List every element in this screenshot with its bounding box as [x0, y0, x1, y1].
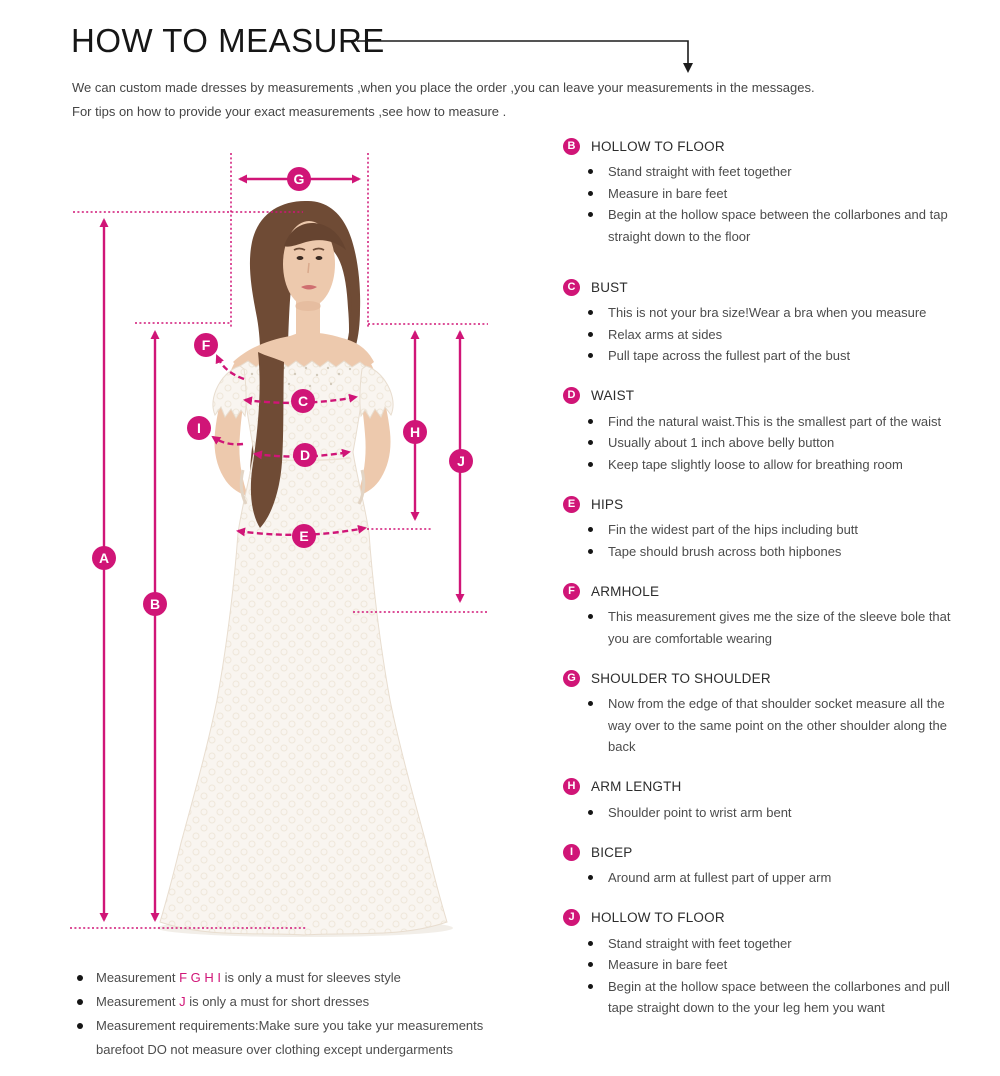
marker-letter: C	[297, 393, 309, 409]
bullet-item	[563, 454, 993, 476]
bullet-text: Relax arms at sides	[608, 326, 723, 342]
section-title: ARM LENGTH	[591, 779, 682, 794]
bullet-item	[563, 302, 993, 324]
bullet-item	[563, 606, 993, 649]
bullet-text: Measure in bare feet	[608, 185, 728, 201]
marker-letter: B	[149, 596, 161, 612]
bullet-item	[563, 161, 993, 183]
section-bullet-list	[563, 411, 993, 476]
section-letter-badge: G	[563, 670, 580, 687]
section-letter-badge: H	[563, 778, 580, 795]
marker-letter: E	[299, 528, 309, 544]
intro-line-2: For tips on how to provide your exact measurements ,see how to measure .	[72, 104, 507, 119]
bullet-text: Stand straight with feet together	[608, 935, 792, 951]
section-c	[563, 278, 993, 367]
intro-line-1: We can custom made dresses by measurements ,when you place the order ,you can leave your measurements in the messages.	[72, 80, 815, 95]
section-i	[563, 843, 993, 889]
bullet-dot	[77, 975, 83, 981]
diagram-marker-j	[449, 449, 473, 473]
title-pointer-arrow	[348, 28, 708, 78]
bullet-text: Pull tape across the fullest part of the bust	[608, 348, 851, 363]
section-h	[563, 778, 993, 824]
section-header	[563, 669, 993, 687]
bullet-item	[563, 519, 993, 541]
measurement-sections	[563, 137, 993, 1039]
section-header	[563, 495, 993, 513]
bullet-item	[563, 693, 993, 758]
bullet-dot	[588, 549, 593, 554]
diagram-marker-g	[287, 167, 311, 191]
note-text	[96, 1014, 514, 1062]
note-text	[96, 990, 514, 1014]
bullet-dot	[588, 169, 593, 174]
bullet-dot	[588, 875, 593, 880]
diagram-marker-c	[291, 389, 315, 413]
section-bullet-list	[563, 302, 993, 367]
diagram-marker-e	[292, 524, 316, 548]
bullet-text: This is not your bra size!Wear a bra when you measure	[608, 305, 927, 320]
section-title: ARMHOLE	[591, 583, 660, 599]
bullet-dot	[588, 462, 593, 467]
section-bullet-list	[563, 161, 993, 247]
bullet-item	[563, 411, 993, 433]
section-bullet-list	[563, 867, 993, 889]
section-bullet-list	[563, 802, 993, 824]
section-letter-badge: B	[563, 138, 580, 155]
bullet-text: Find the natural waist.This is the smallest part of the waist	[608, 413, 942, 429]
note-item	[77, 1014, 527, 1062]
bullet-dot	[588, 962, 593, 967]
note-item	[77, 990, 527, 1014]
bullet-dot	[588, 941, 593, 946]
section-title: SHOULDER TO SHOULDER	[591, 670, 771, 686]
measurement-diagram	[55, 128, 555, 963]
bullet-item	[563, 324, 993, 346]
section-letter-badge: J	[563, 909, 580, 926]
section-bullet-list	[563, 519, 993, 562]
bullet-text: Keep tape slightly loose to allow for breathing room	[608, 456, 903, 472]
note-segment: is only a must for sleeves style	[220, 970, 401, 985]
bullet-dot	[588, 527, 593, 532]
bullet-dot	[588, 419, 593, 424]
section-header	[563, 909, 993, 927]
diagram-marker-h	[403, 420, 427, 444]
section-g	[563, 669, 993, 758]
marker-letter: A	[98, 550, 110, 566]
bullet-text: Stand straight with feet together	[608, 164, 792, 179]
section-header	[563, 582, 993, 600]
section-b	[563, 137, 993, 247]
section-letter-badge: E	[563, 496, 580, 513]
bullet-dot	[588, 310, 593, 315]
note-segment: Measurement requirements:Make sure you take yur measurements barefoot DO not measure over clothing except undergarments	[96, 1018, 484, 1057]
marker-letter: I	[197, 420, 201, 436]
bullet-dot	[588, 440, 593, 445]
bullet-dot	[588, 701, 593, 706]
diagram-marker-f	[194, 333, 218, 357]
bullet-text: This measurement gives me the size of the sleeve bole that you are comfortable wearing	[608, 609, 951, 646]
section-title: HOLLOW TO FLOOR	[591, 138, 725, 154]
bullet-text: Now from the edge of that shoulder socket measure all the way over to the same point on the other shoulder along the back	[608, 696, 947, 754]
section-title: BICEP	[591, 844, 633, 860]
bullet-item	[563, 432, 993, 454]
bullet-dot	[588, 810, 593, 815]
bullet-item	[563, 933, 993, 955]
model-photo	[157, 201, 453, 937]
note-segment: Measurement	[96, 994, 180, 1009]
note-text	[96, 966, 514, 990]
model-right-sleeve	[360, 366, 393, 418]
bullet-dot	[588, 332, 593, 337]
diagram-marker-a	[92, 546, 116, 570]
marker-letter: G	[293, 171, 305, 187]
bullet-item	[563, 204, 993, 247]
section-e	[563, 495, 993, 562]
bullet-dot	[588, 212, 593, 217]
bullet-item	[563, 541, 993, 563]
section-f	[563, 582, 993, 649]
model-left-sleeve	[213, 366, 246, 418]
section-j	[563, 909, 993, 1019]
bullet-item	[563, 183, 993, 205]
section-header	[563, 278, 993, 296]
section-header	[563, 137, 993, 155]
bullet-text: Tape should brush across both hipbones	[608, 543, 842, 559]
note-item	[77, 966, 527, 990]
bullet-item	[563, 345, 993, 367]
marker-letter: D	[299, 447, 311, 463]
bullet-text: Fin the widest part of the hips including butt	[608, 522, 859, 537]
bullet-dot	[588, 191, 593, 196]
bullet-dot	[77, 999, 83, 1005]
section-letter-badge: C	[563, 279, 580, 296]
section-letter-badge: D	[563, 387, 580, 404]
diagram-marker-d	[293, 443, 317, 467]
diagram-marker-i	[187, 416, 211, 440]
bullet-item	[563, 867, 993, 889]
section-header	[563, 387, 993, 405]
bullet-text: Shoulder point to wrist arm bent	[608, 804, 792, 820]
section-header	[563, 778, 993, 796]
measurement-notes	[77, 966, 527, 1062]
bullet-text: Measure in bare feet	[608, 957, 728, 972]
bullet-text: Begin at the hollow space between the collarbones and tap straight down to the floor	[608, 207, 948, 244]
bullet-dot	[588, 353, 593, 358]
bullet-item	[563, 802, 993, 824]
section-header	[563, 843, 993, 861]
marker-letter: J	[457, 453, 465, 469]
section-title: WAIST	[591, 388, 635, 403]
section-bullet-list	[563, 933, 993, 1019]
bullet-item	[563, 954, 993, 976]
section-bullet-list	[563, 693, 993, 758]
note-segment: is only a must for short dresses	[185, 994, 370, 1009]
note-highlight: J	[179, 994, 186, 1009]
section-letter-badge: I	[563, 844, 580, 861]
bullet-dot	[77, 1023, 83, 1029]
bullet-item	[563, 976, 993, 1019]
section-title: HOLLOW TO FLOOR	[591, 910, 725, 925]
bullet-text: Begin at the hollow space between the collarbones and pull tape straight down to the your leg hem you want	[608, 978, 950, 1015]
diagram-marker-b	[143, 592, 167, 616]
marker-letter: F	[201, 337, 211, 353]
bullet-text: Usually about 1 inch above belly button	[608, 435, 835, 450]
bullet-dot	[588, 984, 593, 989]
section-title: BUST	[591, 279, 628, 295]
bullet-dot	[588, 614, 593, 619]
note-highlight: F G H I	[179, 970, 221, 985]
page-title: HOW TO MEASURE	[71, 22, 385, 59]
marker-letter: H	[409, 424, 421, 440]
note-segment: Measurement	[96, 970, 180, 985]
section-title: HIPS	[591, 496, 624, 512]
section-d	[563, 387, 993, 476]
section-letter-badge: F	[563, 583, 580, 600]
section-bullet-list	[563, 606, 993, 649]
bullet-text: Around arm at fullest part of upper arm	[608, 870, 832, 885]
